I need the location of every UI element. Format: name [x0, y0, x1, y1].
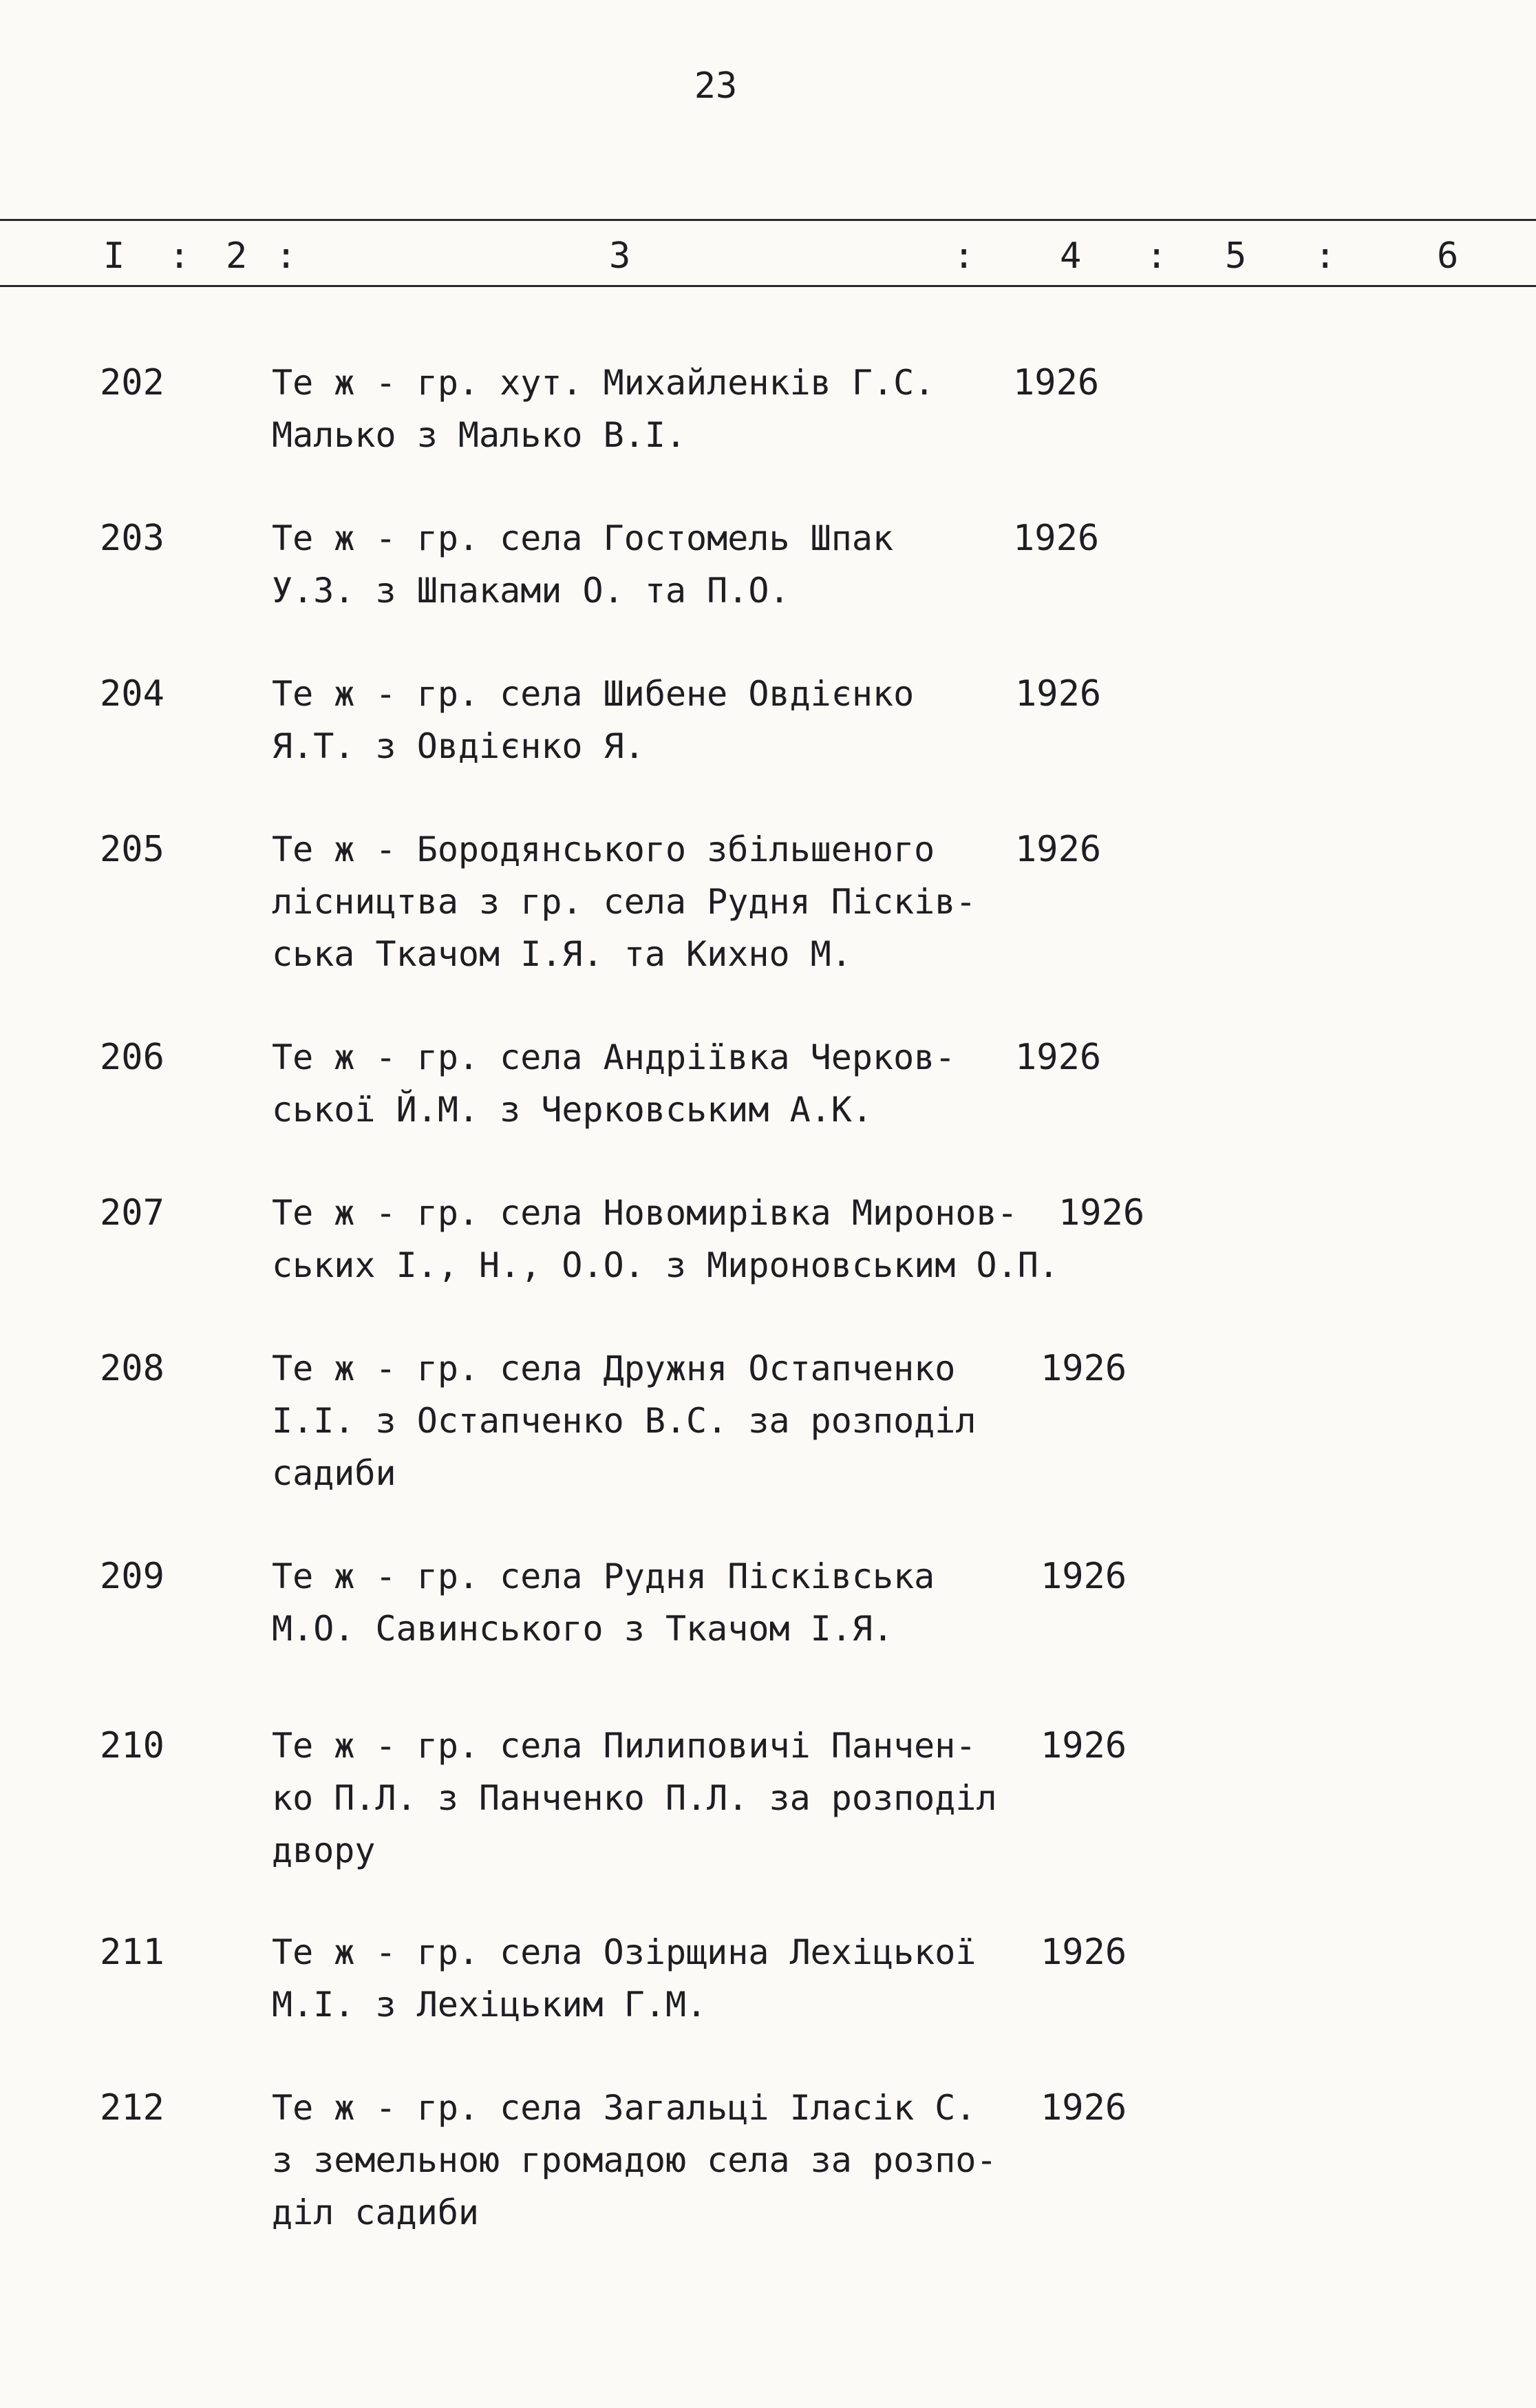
header-top-rule — [0, 219, 1536, 221]
column-header-4: 4 — [1060, 235, 1082, 277]
column-header-2: 2 — [226, 235, 248, 277]
description-line: Те ж - гр. села Пилиповичі Панчен- — [272, 1726, 977, 1766]
record-description — [272, 823, 1049, 980]
description-line: Те ж - гр. села Новомирівка Миронов- — [272, 1193, 1018, 1233]
description-line: Те ж - гр. села Шибене Овдієнко — [272, 674, 915, 714]
record-description — [272, 1550, 1049, 1655]
record-number: 210 — [100, 1725, 164, 1766]
description-line: садиби — [272, 1453, 396, 1493]
description-line: ської Й.М. з Черковським А.К. — [272, 1090, 873, 1130]
header-bottom-rule — [0, 285, 1536, 287]
column-separator: : — [1146, 235, 1168, 277]
description-line: ська Ткачом І.Я. та Кихно М. — [272, 934, 852, 974]
record-description — [272, 1720, 1049, 1877]
column-header-3: 3 — [609, 235, 631, 277]
description-line: Малько з Малько В.І. — [272, 415, 687, 455]
record-number: 208 — [100, 1348, 164, 1389]
description-line: Те ж - гр. села Гостомель Шпак — [272, 518, 894, 558]
column-header-1: I — [103, 235, 125, 277]
record-description — [272, 1926, 1049, 2031]
description-line: двору — [272, 1830, 376, 1870]
description-line: Я.Т. з Овдієнко Я. — [272, 726, 645, 766]
description-line: Те ж - гр. села Рудня Пісківська — [272, 1556, 935, 1596]
record-year: 1926 — [1015, 673, 1102, 715]
page-number: 23 — [694, 65, 738, 107]
record-year: 1926 — [1013, 362, 1100, 403]
record-year: 1926 — [1013, 518, 1100, 559]
description-line: ко П.Л. з Панченко П.Л. за розподіл — [272, 1778, 997, 1818]
column-header-5: 5 — [1225, 235, 1247, 277]
record-number: 207 — [100, 1192, 164, 1234]
description-line: У.З. з Шпаками О. та П.О. — [272, 571, 790, 611]
description-line: діл садиби — [272, 2193, 480, 2232]
record-number: 203 — [100, 518, 164, 559]
record-number: 209 — [100, 1556, 164, 1597]
record-year: 1926 — [1015, 829, 1102, 870]
description-line: Те ж - Бородянського збільшеного — [272, 830, 935, 869]
record-description — [272, 668, 1049, 772]
column-separator: : — [1314, 235, 1336, 277]
description-line: І.І. з Остапченко В.С. за розподіл — [272, 1401, 977, 1441]
record-year: 1926 — [1041, 2087, 1127, 2129]
record-description — [272, 1031, 1049, 1136]
column-separator: : — [169, 235, 191, 277]
record-description — [272, 1187, 1059, 1291]
description-line: М.І. з Лехіцьким Г.М. — [272, 1985, 707, 2025]
record-year: 1926 — [1041, 1725, 1127, 1766]
record-number: 205 — [100, 829, 164, 870]
description-line: Те ж - гр. села Дружня Остапченко — [272, 1349, 956, 1388]
description-line: Те ж - гр. хут. Михайленків Г.С. — [272, 363, 935, 403]
record-year: 1926 — [1015, 1037, 1102, 1078]
record-year: 1926 — [1041, 1348, 1127, 1389]
column-header-row — [0, 235, 1536, 277]
record-number: 211 — [100, 1932, 164, 1973]
description-line: Те ж - гр. села Озірщина Лехіцької — [272, 1932, 977, 1972]
record-description — [272, 512, 1049, 617]
column-header-6: 6 — [1437, 235, 1459, 277]
record-number: 206 — [100, 1037, 164, 1078]
description-line: М.О. Савинського з Ткачом І.Я. — [272, 1609, 894, 1649]
record-number: 202 — [100, 362, 164, 403]
column-separator: : — [275, 235, 297, 277]
record-description — [272, 1342, 1049, 1499]
record-year: 1926 — [1041, 1932, 1127, 1973]
column-separator: : — [953, 235, 975, 277]
description-line: лісництва з гр. села Рудня Пісків- — [272, 882, 977, 922]
description-line: Те ж - гр. села Загальці Іласік С. — [272, 2088, 977, 2128]
record-description — [272, 2082, 1049, 2239]
record-number: 212 — [100, 2087, 164, 2129]
record-description — [272, 357, 1049, 461]
description-line: Те ж - гр. села Андріївка Черков- — [272, 1037, 956, 1077]
record-number: 204 — [100, 673, 164, 715]
description-line: з земельною громадою села за розпо- — [272, 2140, 997, 2180]
record-year: 1926 — [1041, 1556, 1127, 1597]
description-line: ських І., Н., О.О. з Мироновським О.П. — [272, 1245, 1059, 1285]
record-year: 1926 — [1058, 1192, 1145, 1234]
